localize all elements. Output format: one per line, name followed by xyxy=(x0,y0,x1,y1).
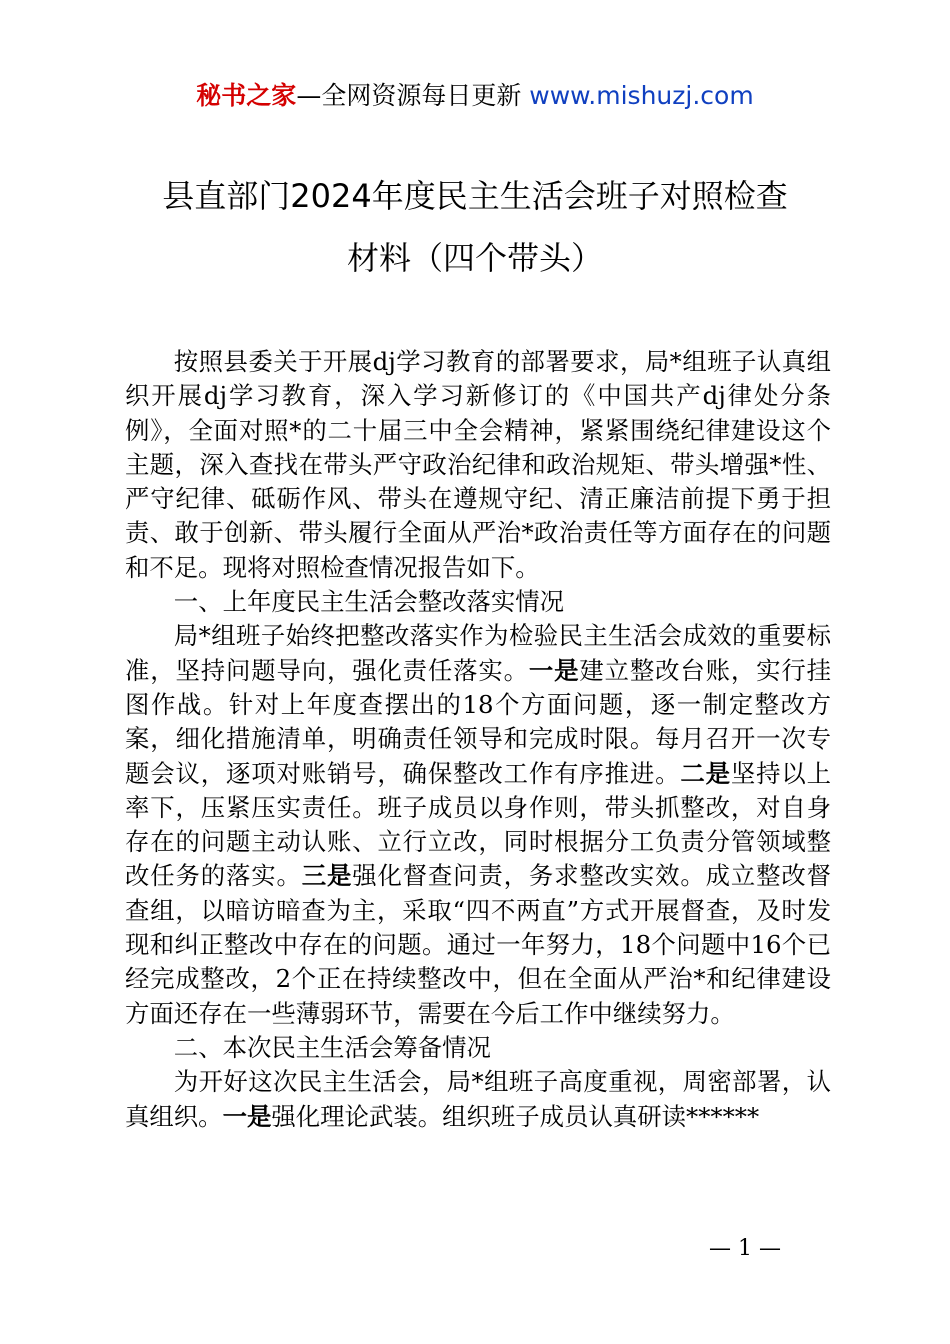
title-line-1: 县直部门2024年度民主生活会班子对照检查 xyxy=(162,177,788,215)
paragraph-intro: 按照县委关于开展dj学习教育的部署要求，局*组班子认真组织开展dj学习教育，深入学习新修订的《中国共产dj律处分条例》，全面对照*的二十届三中全会精神，紧紧围绕纪律建设这个主题，深入查找在带头严守政治纪律和政治规矩、带头增强*性、严守纪律、砥砺作风、带头在遵规守纪、清正廉洁前提下勇于担责、敢于创新、带头履行全面从严治*政治责任等方面存在的问题和不足。现将对照检查情况报告如下。 xyxy=(125,347,831,582)
page-number: — 1 — xyxy=(709,1236,781,1261)
header-tagline: —全网资源每日更新 xyxy=(296,81,530,110)
section-heading-1: 一、上年度民主生活会整改落实情况 xyxy=(173,587,565,617)
para-text: 局*组班子始终把整改落实作为检验民主生活会成效的重要标准，坚持问题导向，强化责任落实。 xyxy=(125,621,831,685)
para-text: 为开好这次民主生活会，局*组班子高度重视，周密部署，认真组织。 xyxy=(125,1067,831,1131)
document-title xyxy=(95,165,855,289)
bold-lead-3: 三是 xyxy=(301,861,353,891)
section-heading-2: 二、本次民主生活会筹备情况 xyxy=(173,1032,491,1062)
para-text: 强化理论武装。组织班子成员认真研读****** xyxy=(271,1101,760,1131)
paragraph-preparation xyxy=(125,1065,831,1134)
bold-lead-1: 一是 xyxy=(528,655,580,685)
document-body xyxy=(125,345,831,1134)
bold-lead-4: 一是 xyxy=(222,1101,272,1131)
bold-lead-2: 二是 xyxy=(680,758,731,788)
para-text: 强化督查问责，务求整改实效。成立整改督查组，以暗访暗查为主，采取“四不两直”方式开展督查，及时发现和纠正整改中存在的问题。通过一年努力，18个问题中16个已经完成整改，2个正在持续整改中，但在全面从严治*和纪律建设方面还存在一些薄弱环节，需要在今后工作中继续努力。 xyxy=(125,861,831,1028)
title-line-2: 材料（四个带头） xyxy=(346,239,603,277)
para-text: 坚持以上率下，压紧压实责任。班子成员以身作则，带头抓整改，对自身存在的问题主动认账、立行立改，同时根据分工负责分管领域整改任务的落实。 xyxy=(125,758,831,891)
site-url[interactable]: www.mishuzj.com xyxy=(529,81,754,110)
brand-name: 秘书之家 xyxy=(196,81,297,110)
site-header xyxy=(0,80,950,112)
paragraph-rectification xyxy=(125,619,831,1031)
para-text: 建立整改台账，实行挂图作战。针对上年度查摆出的18个方面问题，逐一制定整改方案，细化措施清单，明确责任领导和完成时限。每月召开一次专题会议，逐项对账销号，确保整改工作有序推进。 xyxy=(125,655,831,788)
